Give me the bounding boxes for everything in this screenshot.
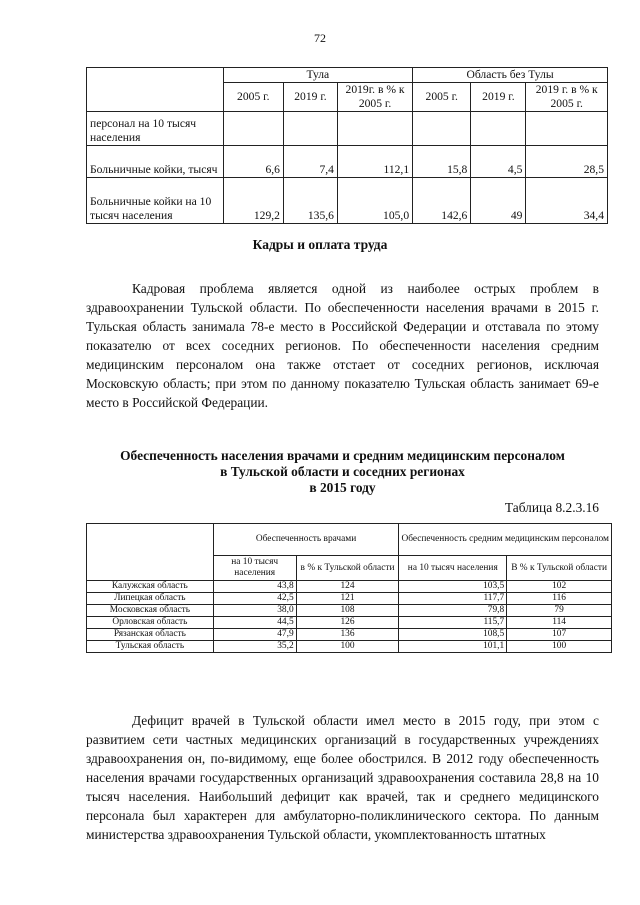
section-heading: Кадры и оплата труда xyxy=(252,237,388,252)
table-cell: 105,0 xyxy=(337,178,412,224)
table-cell: 136 xyxy=(296,629,399,641)
table-cell: 44,5 xyxy=(213,617,296,629)
table-cell xyxy=(471,112,526,146)
column-header: 2005 г. xyxy=(223,83,283,112)
group-header-doctors: Обеспеченность врачами xyxy=(213,524,399,556)
table-cell: 4,5 xyxy=(471,146,526,178)
table-cell: 47,9 xyxy=(213,629,296,641)
region-name: Московская область xyxy=(87,605,214,617)
region-name: Рязанская область xyxy=(87,629,214,641)
table-row xyxy=(87,629,612,641)
column-header: на 10 тысяч населения xyxy=(399,556,507,581)
table-cell: 43,8 xyxy=(213,581,296,593)
table-cell: 124 xyxy=(296,581,399,593)
table-cell: 117,7 xyxy=(399,593,507,605)
table-heading-line: в 2015 году xyxy=(309,480,376,495)
group-header-nurses: Обеспеченность средним медицинским персоналом xyxy=(399,524,612,556)
table-cell xyxy=(413,112,471,146)
table-cell: 108,5 xyxy=(399,629,507,641)
table-cell: 101,1 xyxy=(399,641,507,653)
table-cell: 79,8 xyxy=(399,605,507,617)
paragraph-1-text: Кадровая проблема является одной из наиболее острых проблем в здравоохранении Тульской области. По обеспеченности населения врачами в 2015 г. Тульская область занимала 78-е место в Российской Федерации и отставала по этому показателю от всех соседних регионов. По обеспеченности населения средним медицинским персоналом она также отстает от соседних регионов, исключая Московскую область; при этом по данному показателю Тульская область занимает 69-е место в Российской Федерации. xyxy=(86,281,599,410)
row-label: Больничные койки на 10 тысяч населения xyxy=(87,178,224,224)
group-header-tula: Тула xyxy=(223,68,413,83)
table-cell: 135,6 xyxy=(283,178,337,224)
column-header: на 10 тысяч населения xyxy=(213,556,296,581)
group-header-region: Область без Тулы xyxy=(413,68,608,83)
table-cell: 34,4 xyxy=(526,178,608,224)
table-number-label: Таблица 8.2.3.16 xyxy=(504,500,599,515)
table-cell: 114 xyxy=(507,617,612,629)
table-cell: 7,4 xyxy=(283,146,337,178)
staffing-table xyxy=(86,523,612,653)
table-cell: 79 xyxy=(507,605,612,617)
table-cell: 126 xyxy=(296,617,399,629)
region-name: Тульская область xyxy=(87,641,214,653)
table-cell: 35,2 xyxy=(213,641,296,653)
table-cell: 112,1 xyxy=(337,146,412,178)
paragraph-2 xyxy=(86,711,599,844)
table-header-row xyxy=(87,524,612,556)
table-header-row xyxy=(87,68,608,83)
row-label: Больничные койки, тысяч xyxy=(87,146,224,178)
table-cell: 6,6 xyxy=(223,146,283,178)
table-heading-line: в Тульской области и соседних регионах xyxy=(220,464,465,479)
table-cell: 103,5 xyxy=(399,581,507,593)
region-name: Липецкая область xyxy=(87,593,214,605)
table-cell: 49 xyxy=(471,178,526,224)
table-cell xyxy=(526,112,608,146)
column-header: 2019 г. xyxy=(471,83,526,112)
row-label: персонал на 10 тысяч населения xyxy=(87,112,224,146)
table-cell: 100 xyxy=(507,641,612,653)
paragraph-2-text: Дефицит врачей в Тульской области имел место в 2015 году, при этом с развитием сети частных медицинских организаций в государственных учреждениях здравоохранения он, по-видимому, еще более обострился. В 2012 году обеспеченность населения врачами государственных организаций здравоохранения составила 28,8 на 10 тысяч населения. Наибольший дефицит как врачей, так и среднего медицинского персонала был характерен для амбулаторно-поликлинического сектора. По данным министерства здравоохранения Тульской области, укомплектованность штатных xyxy=(86,713,599,842)
table-cell: 116 xyxy=(507,593,612,605)
table-cell: 129,2 xyxy=(223,178,283,224)
table-row xyxy=(87,593,612,605)
table-cell: 38,0 xyxy=(213,605,296,617)
table-row xyxy=(87,146,608,178)
column-header: в % к Тульской области xyxy=(296,556,399,581)
hospital-beds-table xyxy=(86,67,608,224)
column-header: 2019 г. xyxy=(283,83,337,112)
table-cell: 28,5 xyxy=(526,146,608,178)
table-cell: 107 xyxy=(507,629,612,641)
table-heading xyxy=(86,448,599,496)
table-cell: 108 xyxy=(296,605,399,617)
column-header: 2019г. в % к 2005 г. xyxy=(337,83,412,112)
table-cell xyxy=(223,112,283,146)
table-row xyxy=(87,112,608,146)
table-cell: 100 xyxy=(296,641,399,653)
column-header: 2019 г. в % к 2005 г. xyxy=(526,83,608,112)
table-row xyxy=(87,641,612,653)
table-cell: 42,5 xyxy=(213,593,296,605)
table-corner-cell xyxy=(87,68,224,112)
page-number: 72 xyxy=(314,31,326,45)
table-cell: 15,8 xyxy=(413,146,471,178)
paragraph-1 xyxy=(86,279,599,412)
column-header: В % к Тульской области xyxy=(507,556,612,581)
table-heading-line: Обеспеченность населения врачами и средним медицинским персоналом xyxy=(120,448,565,463)
column-header: 2005 г. xyxy=(413,83,471,112)
region-name: Орловская область xyxy=(87,617,214,629)
table-cell: 121 xyxy=(296,593,399,605)
table-row xyxy=(87,605,612,617)
region-name: Калужская область xyxy=(87,581,214,593)
table-cell: 142,6 xyxy=(413,178,471,224)
table-cell xyxy=(283,112,337,146)
table-row xyxy=(87,178,608,224)
table-row xyxy=(87,581,612,593)
table-corner-cell xyxy=(87,524,214,581)
table-row xyxy=(87,617,612,629)
table-cell: 102 xyxy=(507,581,612,593)
table-cell: 115,7 xyxy=(399,617,507,629)
table-cell xyxy=(337,112,412,146)
